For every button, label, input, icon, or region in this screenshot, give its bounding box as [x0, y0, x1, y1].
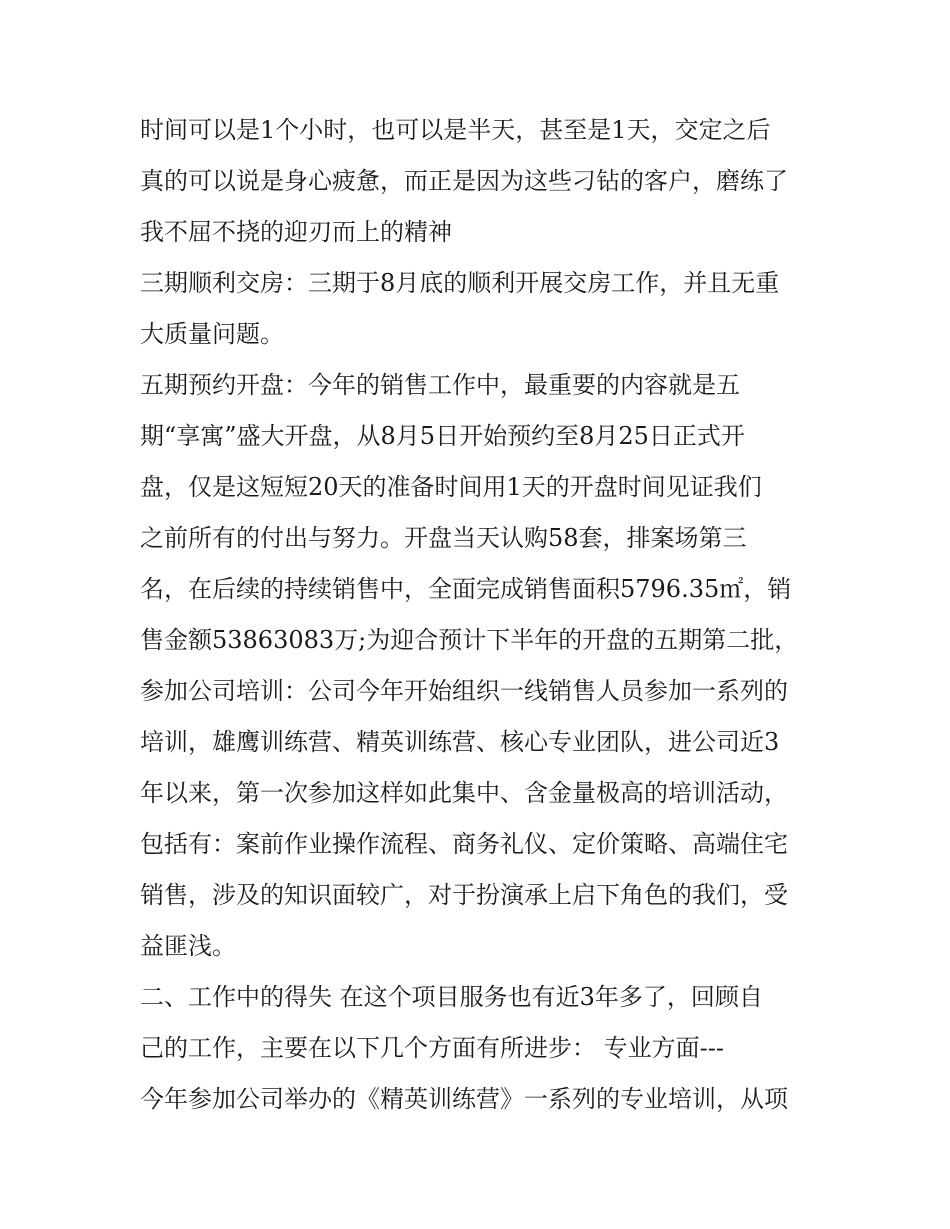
- text-line: 包括有：案前作业操作流程、商务礼仪、定价策略、高端住宅: [140, 830, 788, 858]
- text-line: 年以来，第一次参加这样如此集中、含金量极高的培训活动，: [140, 779, 788, 807]
- text-line: 销售，涉及的知识面较广，对于扮演承上启下角色的我们，受: [140, 881, 788, 909]
- text-line: 我不屈不挠的迎刃而上的精神: [140, 218, 452, 246]
- text-line: 盘，仅是这短短20天的准备时间用1天的开盘时间见证我们: [140, 473, 762, 501]
- text-line: 大质量问题。: [140, 320, 284, 348]
- text-line: 售金额53863083万;为迎合预计下半年的开盘的五期第二批，: [140, 626, 799, 654]
- text-line: 五期预约开盘：今年的销售工作中，最重要的内容就是五: [140, 371, 740, 399]
- text-line: 名，在后续的持续销售中，全面完成销售面积5796.35㎡，销: [140, 575, 792, 603]
- text-line: 二、工作中的得失 在这个项目服务也有近3年多了，回顾自: [140, 983, 763, 1011]
- text-line: 培训，雄鹰训练营、精英训练营、核心专业团队，进公司近3: [140, 728, 780, 756]
- text-line: 今年参加公司举办的《精英训练营》一系列的专业培训，从项: [140, 1085, 788, 1113]
- text-line: 参加公司培训：公司今年开始组织一线销售人员参加一系列的: [140, 677, 788, 705]
- text-line: 真的可以说是身心疲惫，而正是因为这些刁钻的客户，磨练了: [140, 167, 788, 195]
- text-line: 期“享寓”盛大开盘，从8月5日开始预约至8月25日正式开: [140, 422, 745, 450]
- body-text: [140, 105, 820, 1125]
- text-line: 益匪浅。: [140, 932, 236, 960]
- text-line: 之前所有的付出与努力。开盘当天认购58套，排案场第三: [140, 524, 747, 552]
- text-line: 时间可以是1个小时，也可以是半天，甚至是1天，交定之后: [140, 116, 771, 144]
- text-line: 己的工作，主要在以下几个方面有所进步： 专业方面---: [140, 1034, 724, 1062]
- text-line: 三期顺利交房：三期于8月底的顺利开展交房工作，并且无重: [140, 269, 780, 297]
